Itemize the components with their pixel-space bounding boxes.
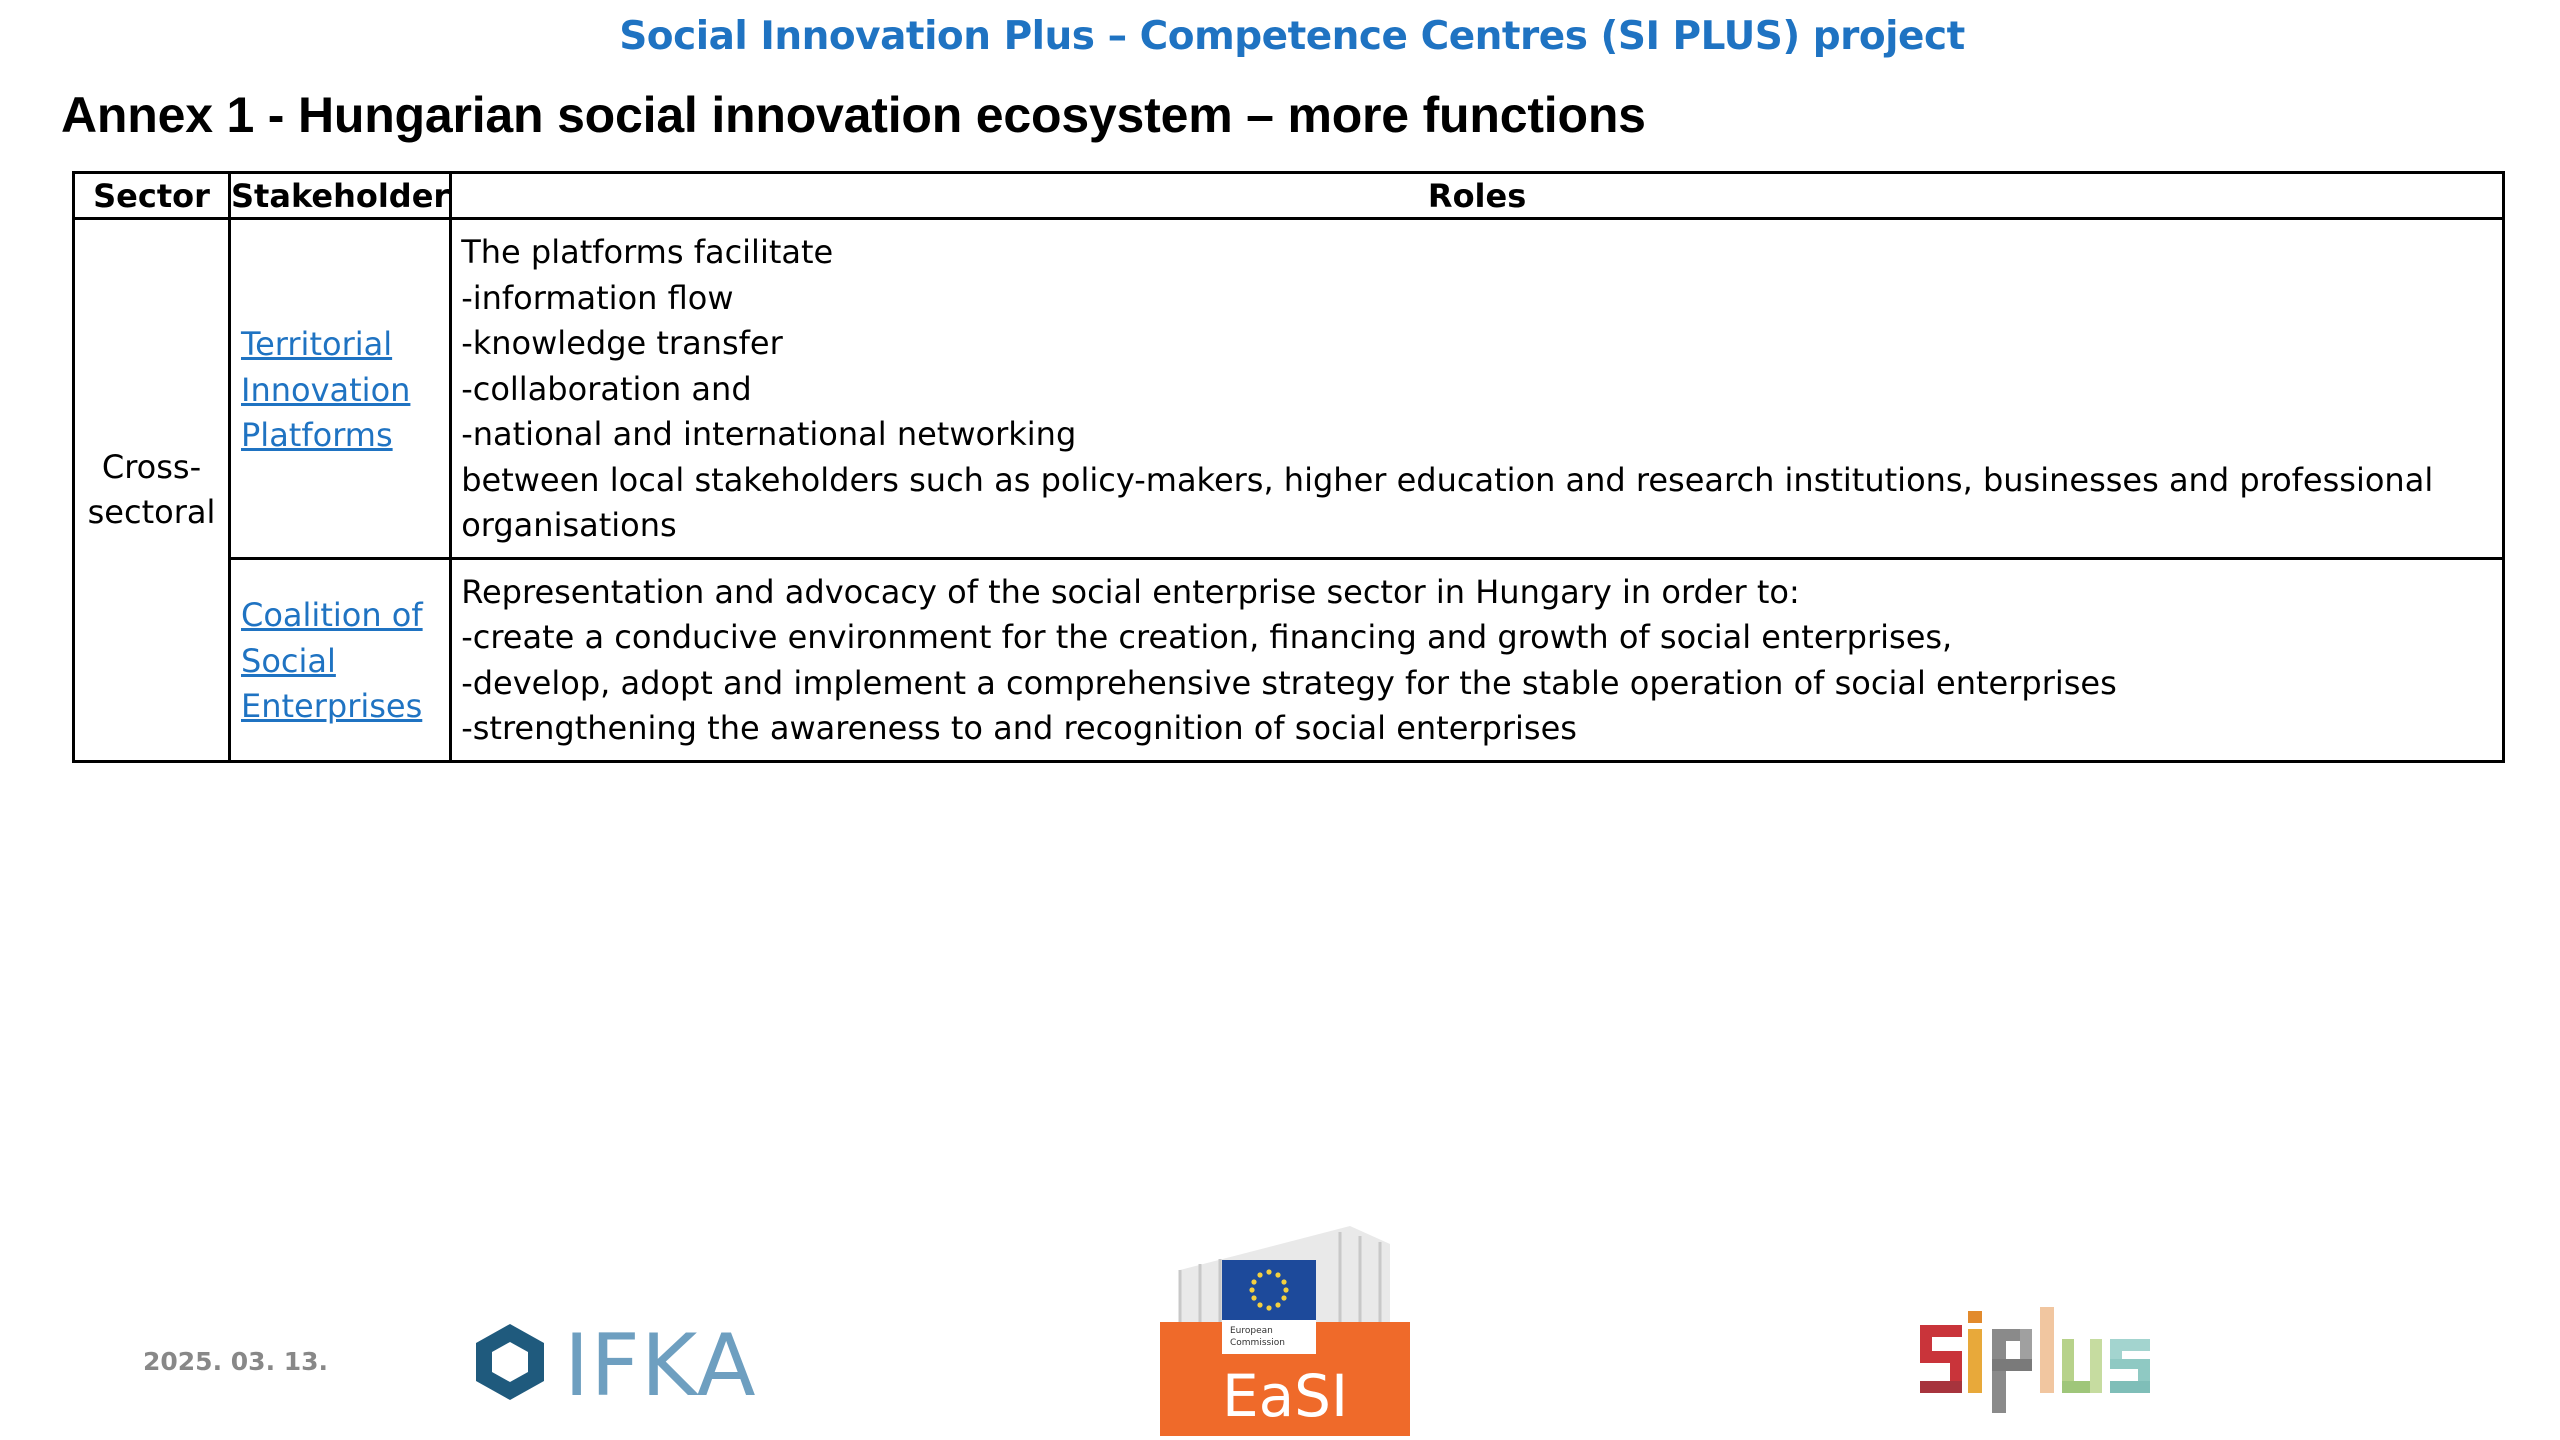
siplus-logo [1918, 1305, 2158, 1415]
role-line: -strengthening the awareness to and recognition of social enterprises [461, 709, 1577, 747]
ecosystem-table [72, 171, 2505, 763]
easi-logo-text: EaSI [1221, 1362, 1349, 1430]
role-line: -create a conducive environment for the creation, financing and growth of social enterprises, [461, 618, 1953, 656]
role-line: -collaboration and [461, 369, 752, 408]
header-roles: Roles [451, 173, 2504, 219]
sector-line: sectoral [87, 492, 216, 531]
link-line[interactable]: Territorial [241, 325, 393, 363]
ifka-logo [472, 1320, 792, 1404]
role-line: -information flow [461, 278, 734, 317]
table-row [74, 219, 2504, 559]
role-line: -develop, adopt and implement a comprehensive strategy for the stable operation of social enterprises [461, 663, 2117, 702]
easi-logo [1160, 1224, 1410, 1436]
role-line: -national and international networking [461, 415, 1077, 453]
role-line: Representation and advocacy of the social enterprise sector in Hungary in order to: [461, 572, 1800, 611]
table-row [74, 558, 2504, 761]
annex-title: Annex 1 - Hungarian social innovation ecosystem – more functions [61, 87, 1646, 143]
link-line[interactable]: Coalition of [241, 596, 423, 635]
project-title: Social Innovation Plus – Competence Centres (SI PLUS) project [619, 14, 1965, 59]
stakeholder-cell [230, 558, 451, 761]
link-line[interactable]: Innovation [241, 370, 411, 409]
roles-cell [451, 219, 2504, 559]
link-line[interactable]: Social [241, 641, 336, 680]
link-line[interactable]: Enterprises [241, 687, 423, 726]
ifka-logo-text: IFKA [564, 1320, 757, 1404]
roles-cell [451, 558, 2504, 761]
table-header-row [74, 173, 2504, 219]
eu-text-line1: European [1230, 1326, 1273, 1336]
slide-date: 2025. 03. 13. [143, 1347, 329, 1376]
role-line: between local stakeholders such as policy-makers, higher education and research institutions, businesses and professional organisations [461, 460, 2434, 544]
role-line: -knowledge transfer [461, 324, 783, 362]
role-line: The platforms facilitate [461, 233, 834, 271]
sector-cell [74, 219, 230, 762]
sector-line: Cross- [101, 447, 202, 486]
header-stakeholder: Stakeholder [230, 173, 451, 219]
header-sector: Sector [74, 173, 230, 219]
eu-text-line2: Commission [1230, 1338, 1285, 1348]
territorial-innovation-platforms-link[interactable] [241, 322, 443, 459]
stakeholder-cell [230, 219, 451, 559]
coalition-of-social-enterprises-link[interactable] [241, 593, 443, 730]
link-line[interactable]: Platforms [241, 416, 393, 454]
eu-flag-icon [1222, 1260, 1316, 1320]
